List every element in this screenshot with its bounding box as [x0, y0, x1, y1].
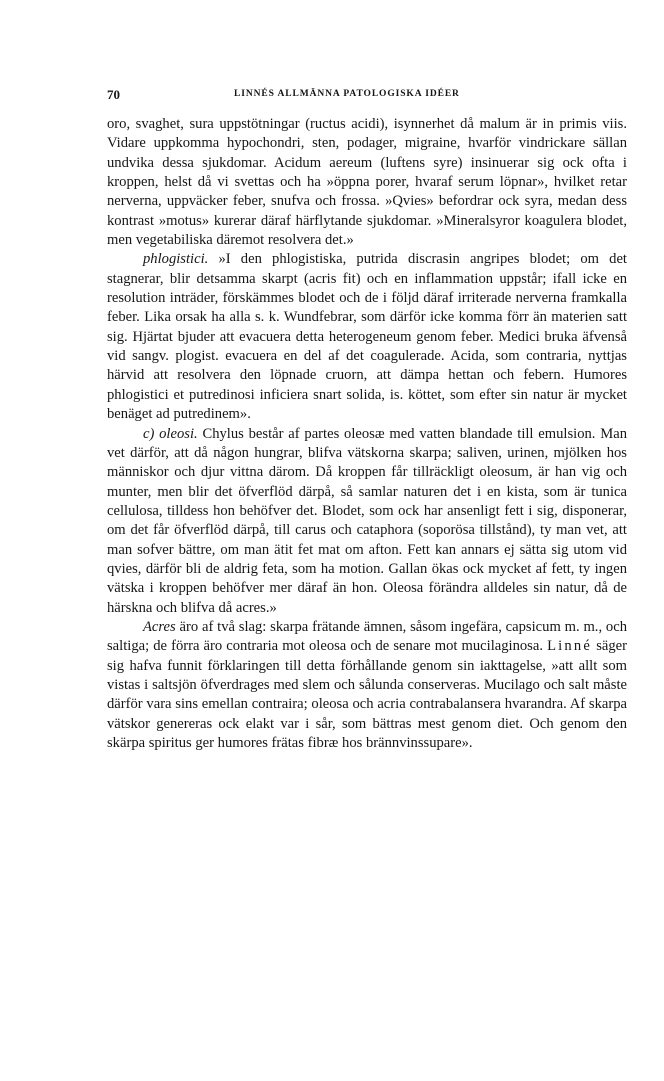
paragraph-text: säger sig hafva funnit förklaringen till detta förhållande genom sin iakttagelse, »att allt som vistas i saltsjön öfverdrages med slem och sålunda conserveras. Mucilago och salt måste därför vara sins emellan contraira; oleosa och acria contrabalansera hvarandra. Af skarpa vätskor genereras ock elakt var i sår, som bättras mest genom diet. Och genom den skärpa spiritus ger humores frätas fibræ hos brännvinssupare».	[107, 638, 627, 751]
paragraph-continued	[107, 115, 627, 250]
paragraph-text: Chylus består af partes oleosæ med vatten blandade till emulsion. Man vet därför, att då någon hungrar, blifva vätskorna skarpa; saliven, urinen, mjölken hos människor och djur vittna därom. Då kroppen får tillräckligt oleosum, är han vig och munter, men blir det öfverflöd därpå, så samlar naturen det i en kista, som är tunica cellulosa, tilldess hon behöfver det. Blodet, som ock har ansenligt fett i sig, disponerar, om det får öfverflöd därpå, till carus och cataphora (soporösa tillstånd), ty man vet, att man sofver bättre, om man ätit fet mat om afton. Fett kan annars ej sätta sig utom vid qvies, därför bli de aldrig feta, som ha motion. Gallan ökas ock mycket af fett, ty ingen vätska i kroppen behöfver mer däraf än hon. Oleosa förändra alldeles sin natur, då de härskna och blifva då acres.»	[107, 425, 627, 616]
paragraph-lead: Acres	[143, 618, 176, 635]
paragraph-phlogistici	[107, 250, 627, 424]
page-number: 70	[107, 87, 120, 102]
paragraph-text: äro af två slag: skarpa frätande ämnen, såsom ingefära, capsicum m. m., och saltiga; de förra äro contraria mot oleosa och de senare mot mucilaginosa.	[107, 618, 627, 655]
body-text	[107, 115, 627, 753]
page-header	[107, 87, 627, 105]
paragraph-lead: phlogistici.	[143, 251, 209, 268]
paragraph-lead: c) oleosi.	[143, 425, 198, 442]
paragraph-text: oro, svaghet, sura uppstötningar (ructus acidi), isynnerhet då malum är in primis viis. Vidare uppkomma hypochondri, sten, podager, migraine, hvarför vindrickare sällan undvika dessa sjukdomar. Acidum aereum (luftens syre) insinuerar sig ock ofta i kroppen, helst då vi svettas och ha »öppna porer, hvaraf serum löpnar», hvilket retar nerverna, uppväcker feber, snufva och frossa. »Qvies» befordrar ock syra, medan dess kontrast »motus» kurerar däraf härflytande sjukdomar. »Mineralsyror koagulera blodet, men vegetabiliska däremot resolvera det.»	[107, 116, 627, 249]
running-title: LINNÉS ALLMÄNNA PATOLOGISKA IDÉER	[234, 89, 460, 99]
paragraph-oleosi	[107, 425, 627, 618]
paragraph-text: »I den phlogistiska, putrida discrasin angripes blodet; om det stagnerar, blir detsamma skarpt (acris fit) och en inflammation uppstår; ifall icke en resolution inträder, förskämmes blodet och de i följd däraf irriterade nerverna framkalla feber. Lika orsak ha alla s. k. Wundfebrar, som därför icke komma förr än materien satt sig. Hjärtat bjuder att evacuera detta heterogeneum genom feber. Medici bruka äfvenså vid sangv. plogist. evacuera en del af det coagulerade. Acida, som contraria, nyttjas härvid att resolvera den löpnade cruorn, att dämpa hettan och febern. Humores phlogistici et putredinosi inficiera snart solida, is. köttet, som efter sin natur är mycket benäget ad putredinem».	[107, 251, 627, 423]
paragraph-acres	[107, 618, 627, 753]
spaced-name-linne: Linné	[547, 638, 593, 655]
